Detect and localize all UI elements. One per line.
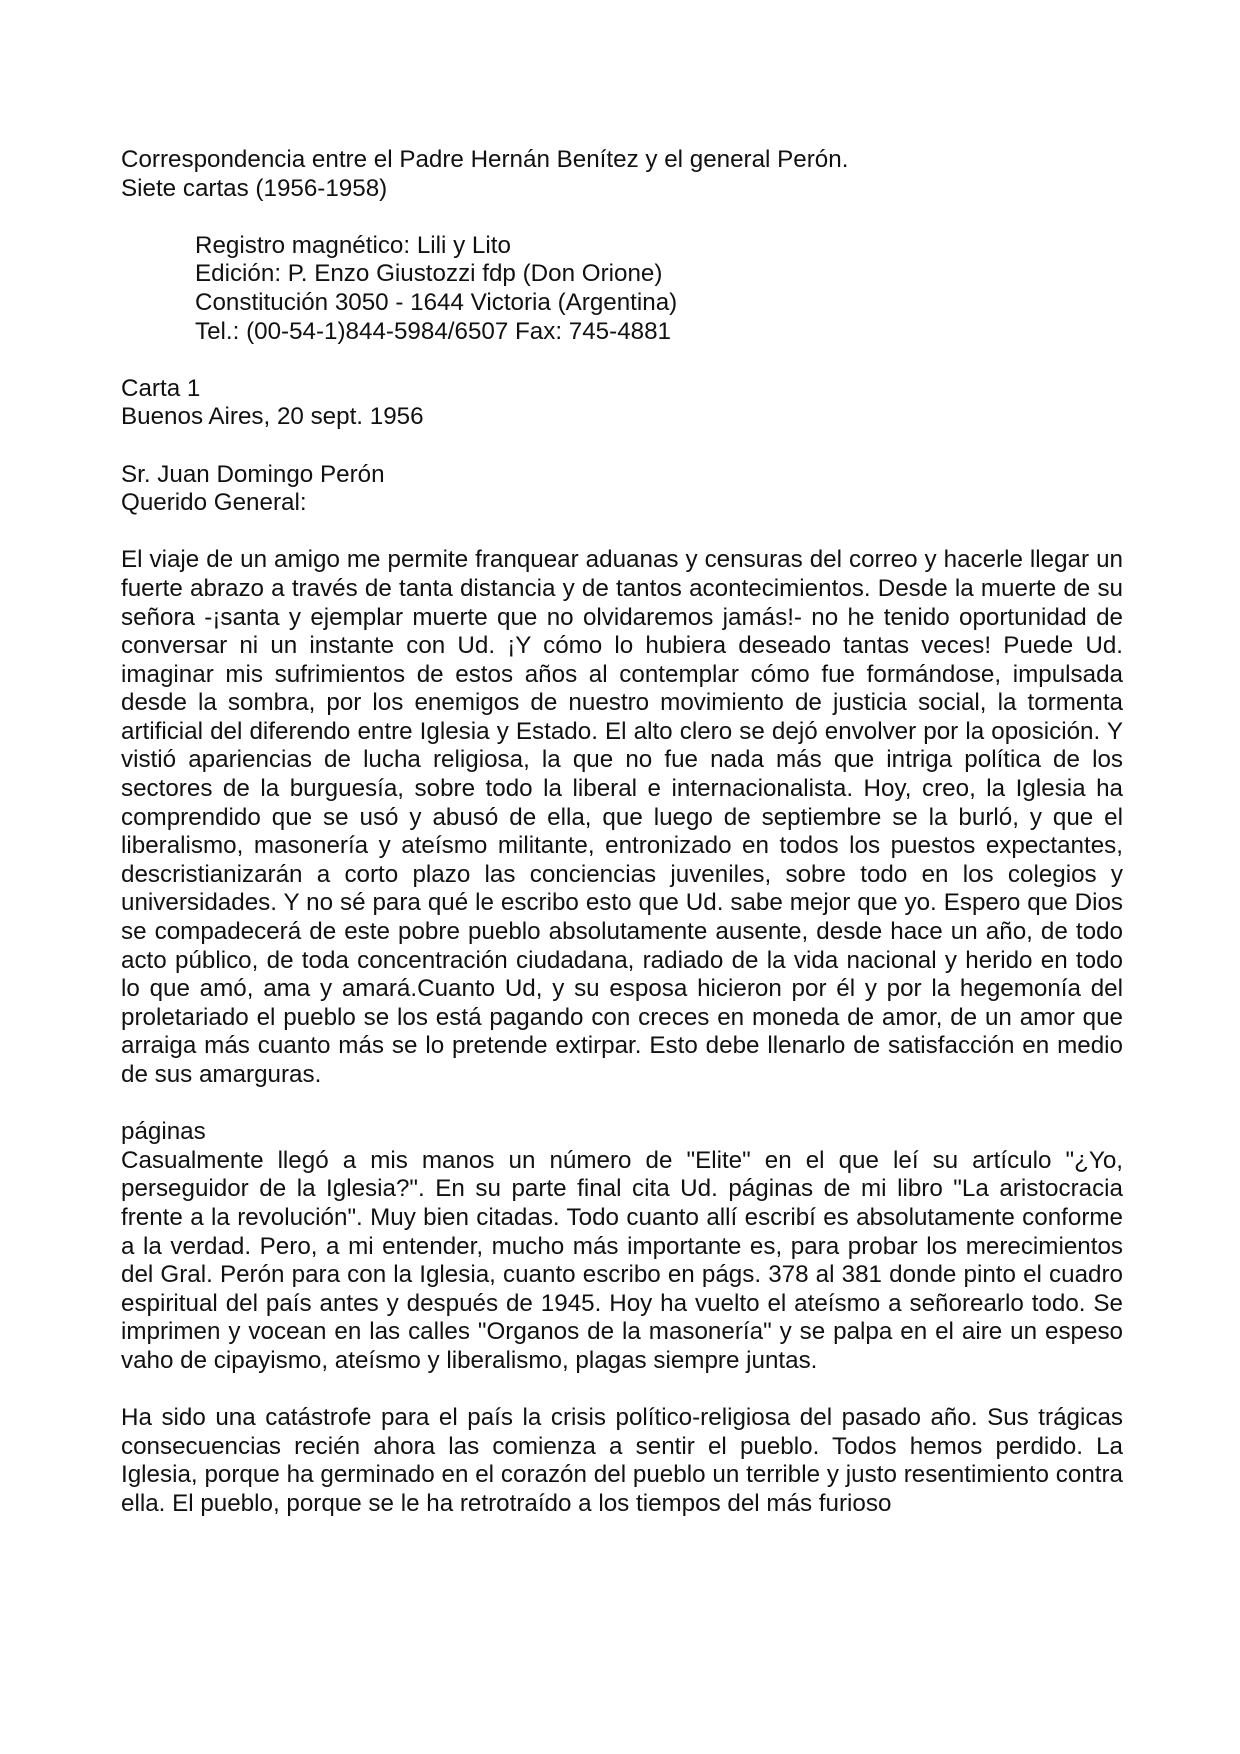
credit-line: Registro magnético: Lili y Lito (195, 231, 511, 259)
section-label: páginas (121, 1118, 206, 1146)
credits-block (121, 232, 1123, 346)
letter-paragraph-3: Ha sido una catástrofe para el país la crisis político-religiosa del pasado año. Sus trágicas consecuencias recién ahora las comienza a sentir el pueblo. Todos hemos perdido. La Iglesia, porque ha germinado en el corazón del pueblo un terrible y justo resentimiento contra ella. El pueblo, porque se le ha retrotraído a los tiempos del más furioso (121, 1404, 1123, 1517)
letter-number: Carta 1 (121, 374, 201, 402)
letter-paragraph-1: El viaje de un amigo me permite franquear aduanas y censuras del correo y hacerle llegar un fuerte abrazo a través de tanta distancia y de tantos acontecimientos. Desde la muerte de su señora -¡santa y ejemplar muerte que no olvidaremos jamás!- no he tenido oportunidad de conversar ni un instante con Ud. ¡Y cómo lo hubiera deseado tantas veces! Puede Ud. imaginar mis sufrimientos de estos años al contemplar cómo fue formándose, impulsada desde la sombra, por los enemigos de nuestro movimiento de justicia social, la tormenta artificial del diferendo entre Iglesia y Estado. El alto clero se dejó envolver por la oposición. Y vistió apariencias de lucha religiosa, la que no fue nada más que intriga política de los sectores de la burguesía, sobre todo la liberal e internacionalista. Hoy, creo, la Iglesia ha comprendido que se usó y abusó de ella, que luego de septiembre se la burló, y que el liberalismo, masonería y ateísmo militante, entronizado en todos los puestos expectantes, descristianizarán a corto plazo las conciencias juveniles, sobre todo en los colegios y universidades. Y no sé para qué le escribo esto que Ud. sabe mejor que yo. Espero que Dios se compadecerá de este pobre pueblo absolutamente ausente, desde hace un año, de todo acto público, de toda concentración ciudadana, radiado de la vida nacional y herido en todo lo que amó, ama y amará.Cuanto Ud, y su esposa hicieron por él y por la hegemonía del proletariado el pueblo se los está pagando con creces en moneda de amor, de un amor que arraiga más cuanto más se lo pretende extirpar. Esto debe llenarlo de satisfacción en medio de sus amarguras. (121, 546, 1123, 1088)
credit-line: Constitución 3050 - 1644 Victoria (Argentina) (195, 288, 678, 316)
letter-recipient: Sr. Juan Domingo Perón (121, 460, 385, 488)
document-title: Correspondencia entre el Padre Hernán Benítez y el general Perón. (121, 146, 849, 173)
credit-line: Tel.: (00-54-1)844-5984/6507 Fax: 745-4881 (195, 317, 672, 345)
credit-line: Edición: P. Enzo Giustozzi fdp (Don Orione) (195, 260, 663, 288)
letter-salutation: Querido General: (121, 489, 307, 517)
letter-paragraph-2: Casualmente llegó a mis manos un número de "Elite" en el que leí su artículo "¿Yo, perseguidor de la Iglesia?". En su parte final cita Ud. páginas de mi libro "La aristocracia frente a la revolución". Muy bien citadas. Todo cuanto allí escribí es absolutamente conforme a la verdad. Pero, a mi entender, mucho más importante es, para probar los merecimientos del Gral. Perón para con la Iglesia, cuanto escribo en págs. 378 al 381 donde pinto el cuadro espiritual del país antes y después de 1945. Hoy ha vuelto el ateísmo a señorearlo todo. Se imprimen y vocean en las calles "Organos de la masonería" y se palpa en el aire un espeso vaho de cipayismo, ateísmo y liberalismo, plagas siempre juntas. (121, 1146, 1123, 1374)
document-subtitle: Siete cartas (1956-1958) (121, 174, 388, 202)
document-page (121, 146, 1123, 1519)
letter-place-date: Buenos Aires, 20 sept. 1956 (121, 403, 424, 431)
letter-heading (121, 375, 1123, 432)
letter-address (121, 461, 1123, 518)
